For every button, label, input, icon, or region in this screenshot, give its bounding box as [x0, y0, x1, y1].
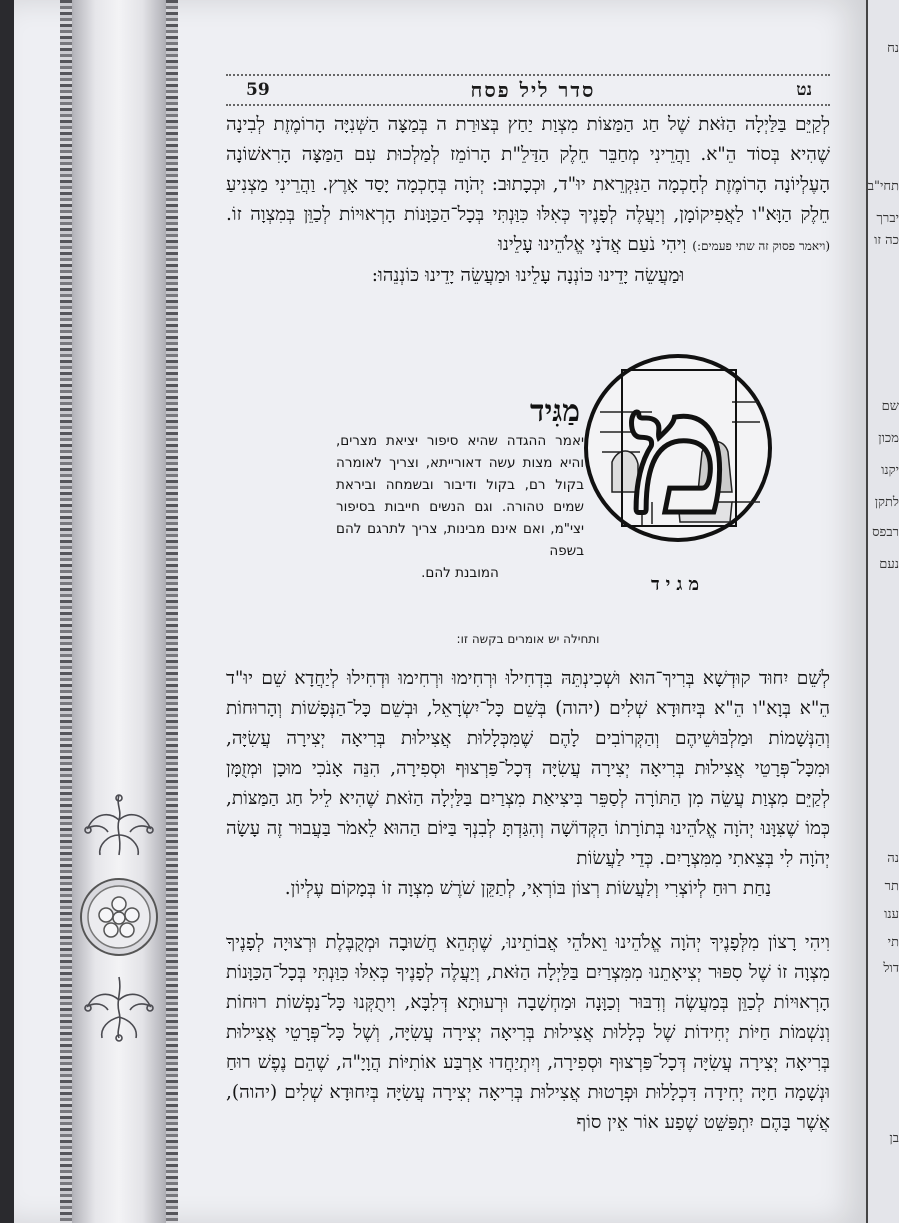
floral-ornament-icon: [78, 790, 160, 860]
pre-prayer-instruction: ותחילה יש אומרים בקשה זו:: [456, 632, 600, 646]
next-page-fragment: לתקן: [874, 495, 899, 510]
next-page-fragment: נה: [887, 851, 899, 866]
next-page-fragment: נח: [887, 41, 899, 56]
page-number: 59: [246, 80, 270, 100]
illuminated-drop-cap: [582, 352, 774, 544]
next-page-fragment: דול: [883, 961, 899, 976]
next-page-fragment: תי: [887, 935, 899, 950]
prayer-leshem-yichud: [226, 664, 830, 904]
floral-ornament-icon: [78, 972, 160, 1042]
next-page-fragment: תחי"ב: [867, 179, 899, 194]
intro-text: לְקַיֵּם בַּלַּיְלָה הַזֹּאת שֶׁל חַג הַמַּצּוֹת מִצְוַת יַחַץ בְּצוּרַת ה בְּמַצָּה הַשְּׁנִיָּה הָרוֹמֶזֶת לְבִינָה שֶׁהִיא בְּסוֹד הֵ"א. וַהֲרֵינִי מְחַבֵּר חֵלֶק הַדַּלֵ"ת הָרוֹמֵז לְמַלְכוּת עִם הַמַּצָּה הָרִאשׁוֹנָה הָעֶלְיוֹנָה הָרוֹמֶזֶת לְחָכְמָה הַנִּקְרֵאת יוּ"ד, וּכְכָתוּב: יְהֹוָה בְּחָכְמָה יָסַד אָרֶץ. וַהֲרֵינִי מַצְנִיעַ חֵלֶק הַוָּא"ו לַאֲפִיקוֹמָן, וְיַעֲלֶה לְפָנֶיךָ כְּאִלּוּ כִּוַּנְתִּי בְּכָל־הַכַּוָּנוֹת הָרְאוּיוֹת לְכַוֵּן בְּמִצְוָה זוֹ.: [226, 114, 830, 225]
next-page-fragment: בן: [889, 1131, 899, 1146]
adjacent-page-edge: [866, 0, 899, 1223]
repeat-instruction: (ויאמר פסוק זה שתי פעמים:): [692, 239, 830, 253]
drop-cap-caption: מגיד: [651, 574, 705, 595]
next-page-fragment: ענו: [884, 907, 899, 922]
page-title: סדר ליל פסח: [470, 77, 596, 102]
next-page-fragment: יקנו: [881, 463, 899, 478]
section-title-maggid: מַגִּיד: [530, 394, 580, 429]
prayer-2-text: וִיהִי רָצוֹן מִלְּפָנֶיךָ יְהֹוָה אֱלֹהֵינוּ וֵאלֹהֵי אֲבוֹתֵינוּ, שֶׁתְּהֵא חֲשׁוּבָה וּמְקֻבֶּלֶת וּרְצוּיָה לְפָנֶיךָ מִצְוָה זוֹ שֶׁל סִפּוּר יְצִיאָתֵנוּ מִמִּצְרַיִם בַּלַּיְלָה הַזֹּאת, וְיַעֲלֶה לְפָנֶיךָ כְּאִלּוּ כִּוַּנְתִּי בְּכָל־הַכַּוָּנוֹת הָרְאוּיוֹת לְכַוֵּן בְּמַעֲשֶׂה וְדִבּוּר וְכַוָּנָה וּמַחְשָׁבָה וּרְעוּתָא דְּלִבָּא, וִיתֻקְּנוּ כָּל־נַפְשׁוֹת רוּחוֹת וְנִשְׁמוֹת חַיּוֹת יְחִידוֹת שֶׁל כְּלָלוּת אֲצִילוּת בְּרִיאָה יְצִירָה עֲשִׂיָּה, וְשֶׁל כָּל־פְּרָטֵי אֲצִילוּת בְּרִיאָה יְצִירָה עֲשִׂיָּה דְּכָל־פַּרְצוּף וּסְפִירָה, וְיִתְיַחֲדוּ אַרְבַּע אוֹתִיּוֹת הֲוָיָ"ה, שֶׁהֵם נֶפֶשׁ רוּחַ וּנְשָׁמָה חַיָּה יְחִידָה דִּכְלָלוּת וּפְרָטוּת אֲצִילוּת בְּרִיאָה יְצִירָה עֲשִׂיָּה בְּיִחוּדָא שְׁלִים (יהוה), אֲשֶׁר בָּהֶם יִתְפַּשֵּׁט שֶׁפַע אוֹר אֵין סוֹף: [226, 932, 830, 1133]
intro-last-line: וּמַעֲשֵׂה יָדֵינוּ כּוֹנְנָה עָלֵינוּ וּמַעֲשֵׂה יָדֵינוּ כּוֹנְנֵהוּ:: [371, 265, 685, 286]
prayer-1-last-line: נַחַת רוּחַ לְיוֹצְרִי וְלַעֲשׂוֹת רְצוֹן בּוֹרְאִי, לְתַקֵּן שֹׁרֶשׁ מִצְוָה זוֹ בְּמָקוֹם עֶלְיוֹן.: [284, 878, 772, 899]
prayer-yehi-ratzon: [226, 928, 830, 1138]
maggid-instruction-end: המובנת להם.: [421, 565, 499, 581]
next-page-fragment: נעם: [879, 557, 899, 572]
intro-paragraph: [226, 110, 830, 291]
next-page-fragment: כה זו: [874, 233, 899, 248]
page-header: [226, 74, 830, 106]
next-page-fragment: מכון: [878, 431, 899, 446]
hebrew-page-number: נט: [796, 80, 812, 100]
strip-edge-left: [60, 0, 72, 1223]
next-page-fragment: יברך: [876, 211, 899, 226]
next-page-fragment: שם: [881, 399, 899, 414]
maggid-instruction-text: יאמר ההגדה שהיא סיפור יציאת מצרים, והיא מצות עשה דאורייתא, וצריך לאומרה בקול רם, בקול ודיבור ובשמחה וביראת שמים טהורה. וגם הנשים חייבות בסיפור יצי"מ, ואם אינם מבינות, צריך לתרגם להם בשפה: [336, 433, 584, 559]
prayer-1-text: לְשֵׁם יִחוּד קוּדְשָׁא בְּרִיךְ־הוּא וּשְׁכִינְתֵּהּ בִּדְחִילוּ וּרְחִימוּ וּרְחִימוּ וּדְחִילוּ לְיַחֲדָא שֵׁם יוּ"ד הֵ"א בְּוָא"ו הֵ"א בְּיִחוּדָא שְׁלִים (יהוה) בְּשֵׁם כָּל־יִשְׂרָאֵל, וּבְשֵׁם כָּל־הַנְּפָשׁוֹת וְהָרוּחוֹת וְהַנְּשָׁמוֹת וּמַלְבּוּשֵׁיהֶם וְהַקְּרוֹבִים לָהֶם שֶׁמִּכְּלָלוּת אֲצִילוּת בְּרִיאָה יְצִירָה עֲשִׂיָּה, וּמִכָּל־פְּרָטֵי אֲצִילוּת בְּרִיאָה יְצִירָה עֲשִׂיָּה דְּכָל־פַּרְצוּף וּסְפִירָה, הִנֵּה אָנֹכִי מוּכָן וּמְזֻמָּן לְקַיֵּם מִצְוַת עֲשֵׂה מִן הַתּוֹרָה לְסַפֵּר בִּיצִיאַת מִצְרַיִם בַּלַּיְלָה הַזֹּאת שֶׁהִיא לֵיל חַג הַמַּצּוֹת, כְּמוֹ שֶׁצִּוָּנוּ יְהֹוָה אֱלֹהֵינוּ בְּתוֹרָתוֹ הַקְּדוֹשָׁה וְהִגַּדְתָּ לְבִנְךָ בַּיּוֹם הַהוּא לֵאמֹר בַּעֲבוּר זֶה עָשָׂה יְהֹוָה לִי בְּצֵאתִי מִמִּצְרָיִם. כְּדֵי לַעֲשׂוֹת: [226, 668, 830, 869]
next-page-fragment: תר: [884, 879, 899, 894]
next-page-fragment: רבפס: [872, 525, 899, 540]
maggid-instruction: [336, 430, 584, 584]
seder-plate-icon: [79, 877, 159, 957]
strip-edge-right: [166, 0, 178, 1223]
drop-cap-letter: מ: [627, 353, 729, 544]
intro-verse: וִיהִי נֹעַם אֲדֹנָי אֱלֹהֵינוּ עָלֵינוּ: [498, 234, 687, 255]
